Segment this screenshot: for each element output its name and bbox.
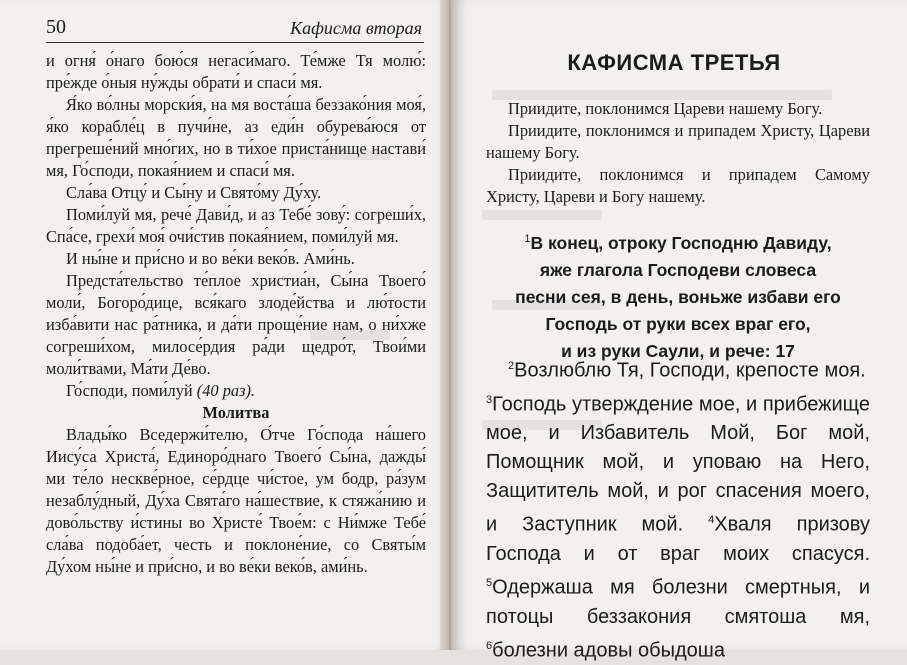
superscription-line <box>486 226 870 257</box>
prayer-text: Влады́ко Вседержи́телю, О́тче Го́спода на́шего Иису́са Христа́, Единоро́днаго Твоего́ Сы́на, дажды́ ми те́ло нескве́рное, се́рдце чи́стое, ум бодр, ра́зум незаблу́дный, Ду́ха Свята́го на́шествие, к стяжа́нию и дово́льству и́стины во Христе́ Твое́м: с Ни́мже Тебе́ сла́ва подоба́ет, честь и поклоне́ние, со Святы́м Ду́хом ны́не и при́сно, и во ве́ки веко́в, ами́нь. <box>46 425 426 576</box>
superscription-text: В конец, отроку Господню Давиду, <box>530 232 832 253</box>
verse-number: 3 <box>486 393 493 406</box>
invocation-line: Приидите, поклонимся и припадем Самому Христу, Цареви и Богу нашему. <box>486 165 870 206</box>
invocation <box>486 98 870 208</box>
superscription-line: и из руки Саули, и рече: 17 <box>561 340 795 361</box>
verse-number: 2 <box>508 360 515 372</box>
paragraph: Поми́луй мя, рече́ Дави́д, и аз Тебе́ зову́: согреши́х, Спа́се, грехи́ моя́ очи́стив покая́нием, поми́луй мя. <box>46 205 426 246</box>
verse-text: Возлюблю Тя, Господи, крепосте моя. <box>514 359 866 382</box>
psalm-superscription <box>486 226 870 365</box>
verse-text: Хваля призову Господа и от враг моих спасуся. <box>486 513 870 565</box>
psalm-verse <box>486 352 870 386</box>
bleed-through-header <box>482 14 870 36</box>
verse-number: 1 <box>524 233 531 245</box>
gospodi-text: Го́споди, поми́луй <box>66 381 193 400</box>
superscription-line: песни сея, в день, воньже избави его <box>515 286 841 307</box>
paragraph: И ны́не и при́сно и во ве́ки веко́в. Ами́нь. <box>66 249 355 268</box>
gospodi-line <box>46 380 426 402</box>
left-page-text <box>46 50 426 578</box>
superscription-line: яже глаголa Господеви словеса <box>539 259 817 280</box>
verse-text: Одержаша мя болезни смертныя, и потоцы беззакония смятоша мя, <box>486 576 870 628</box>
prayer-title: Молитва <box>202 403 270 422</box>
kathisma-title: КАФИСМА ТРЕТЬЯ <box>567 50 781 75</box>
page-number: 50 <box>46 16 66 38</box>
verse-number: 4 <box>708 514 715 527</box>
gospodi-count: (40 раз). <box>196 381 256 400</box>
verse-text: болезни адовы обыдоша <box>492 639 725 662</box>
psalm-text <box>486 352 870 665</box>
invocation-line: Приидите, поклонимся и припадем Христу, Цареви нашему Богу. <box>486 121 870 162</box>
verse-text: Господь утверждение мое, и прибежище мое, и Избавитель Мой, Бог мой, Помощник мой, и уповаю на Него, Защититель мой, и рог спасения моего, и Заступник мой. <box>486 393 870 536</box>
verse-number: 6 <box>486 639 493 652</box>
verse-number: 5 <box>486 576 493 589</box>
paragraph: и огня́ о́наго бою́ся негаси́маго. Те́мже Тя молю́: пре́жде о́ныя ну́жды обрати́ и спаси́ мя. <box>46 51 426 92</box>
left-page-header <box>46 14 424 43</box>
paragraph: Я́ко во́лны морски́я, на мя воста́ша беззако́ния моя́, я́ко корабле́ц в пучи́не, аз еди́н обурева́юся от прегреше́ний мно́гих, но в ти́хое приста́нище настави́ мя, Го́споди, покая́нием и спаси́ мя. <box>46 95 426 180</box>
running-head: Кафисма вторая <box>290 18 422 38</box>
invocation-line: Приидите, поклонимся Цареви нашему Богу. <box>508 99 823 118</box>
superscription-line: Господь от руки всех враг его, <box>545 313 811 334</box>
paragraph: Предста́тельство те́плое христиа́н, Сы́на Твоего́ моли́, Богоро́дице, вся́каго злоде́йства и лю́тости изба́вити нас ра́тника, и да́ти проще́ние нам, о ни́хже согреши́хом, милосе́рдия ра́ди щедро́т, Твои́ми моли́твами, Ма́ти Де́во. <box>46 271 426 378</box>
psalm-verses <box>486 386 870 665</box>
paragraph: Сла́ва Отцу́ и Сы́ну и Свято́му Ду́ху. <box>66 183 322 202</box>
